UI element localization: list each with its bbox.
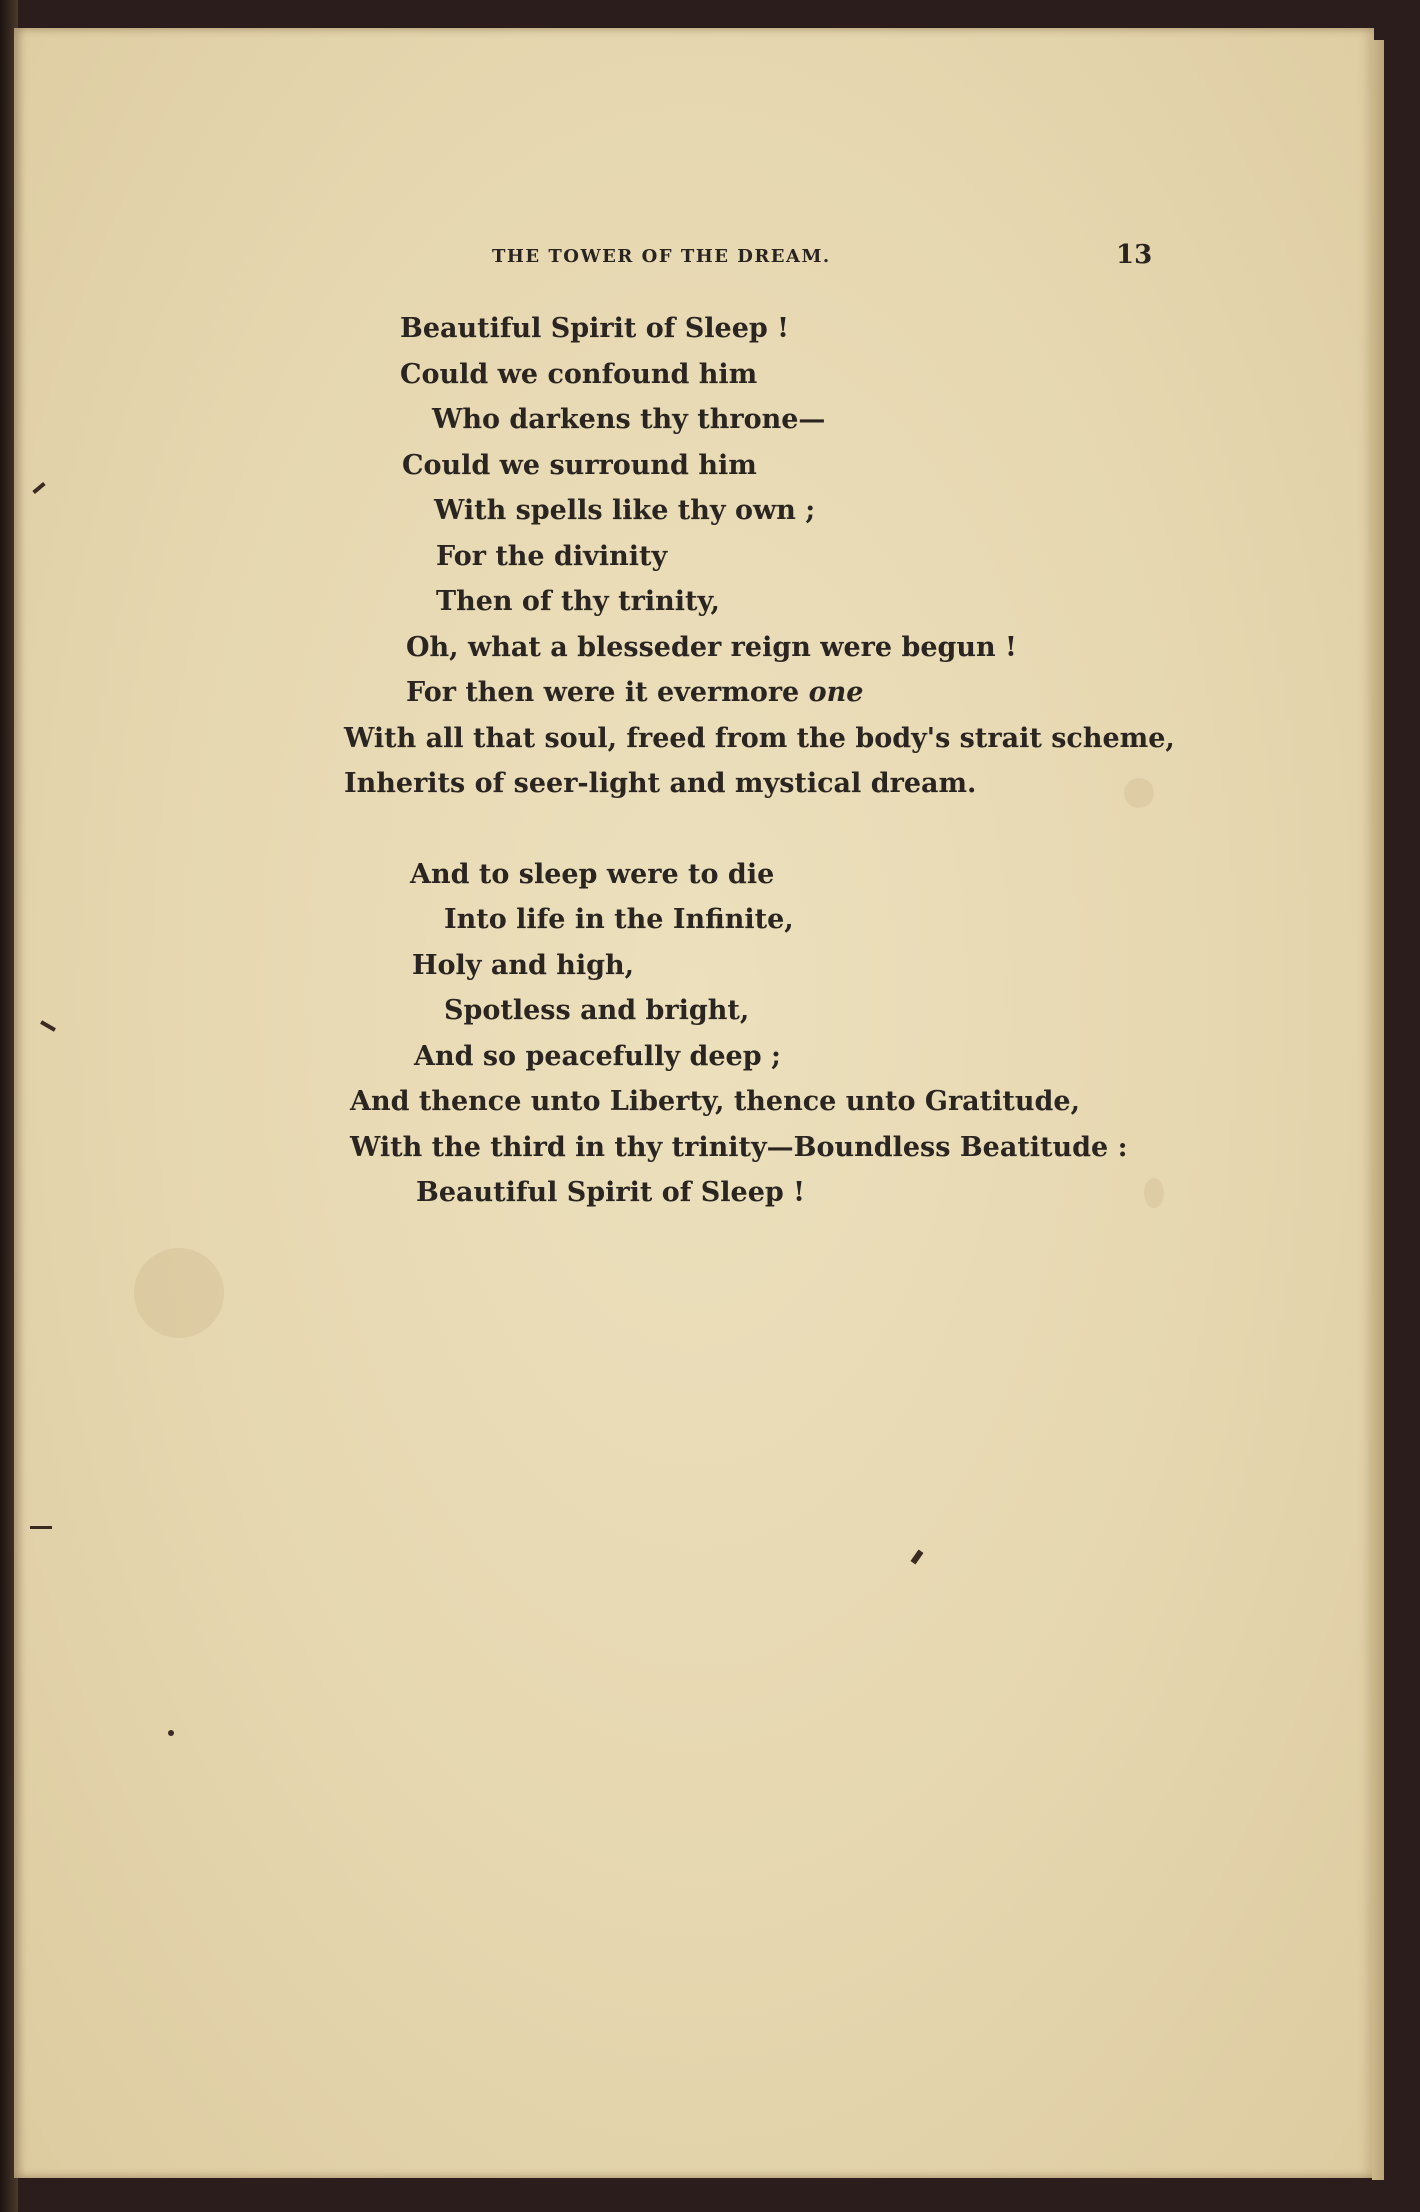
poem-line: Into life in the Infinite,: [444, 904, 794, 935]
ink-speck: [168, 1730, 174, 1736]
poem-line: Oh, what a blesseder reign were begun !: [406, 632, 1017, 663]
poem-line: Could we surround him: [402, 450, 757, 481]
poem-line: Spotless and bright,: [444, 995, 750, 1026]
poem-line: Beautiful Spirit of Sleep !: [416, 1177, 806, 1208]
poem-line: And thence unto Liberty, thence unto Gratitude,: [350, 1086, 1080, 1117]
poem-line: [406, 677, 863, 709]
paper-stain: [1124, 778, 1154, 808]
poem-line: Holy and high,: [412, 950, 635, 981]
page-edge: [1372, 40, 1384, 2180]
paper-stain: [1144, 1178, 1164, 1208]
poem-line: With the third in thy trinity—Boundless Beatitude :: [350, 1132, 1128, 1163]
page-number: 13: [1116, 240, 1153, 270]
poem-line: Could we confound him: [400, 359, 758, 390]
running-title: THE TOWER OF THE DREAM.: [492, 246, 831, 267]
poem-line: And to sleep were to die: [410, 859, 775, 890]
poem-line: Inherits of seer-light and mystical dream.: [344, 768, 977, 799]
poem-line: For the divinity: [436, 541, 668, 572]
poem-line-text: For then were it evermore: [406, 677, 809, 708]
poem-line: With spells like thy own ;: [434, 495, 816, 526]
poem-line: Who darkens thy throne—: [432, 404, 826, 435]
poem-line: Then of thy trinity,: [436, 586, 720, 617]
poem-line: Beautiful Spirit of Sleep !: [400, 313, 790, 344]
paper-stain: [134, 1248, 224, 1338]
poem-line: With all that soul, freed from the body's strait scheme,: [344, 723, 1175, 754]
poem-line-italic: one: [808, 677, 864, 708]
margin-tick: [30, 1526, 52, 1529]
poem-line: And so peacefully deep ;: [414, 1041, 781, 1072]
